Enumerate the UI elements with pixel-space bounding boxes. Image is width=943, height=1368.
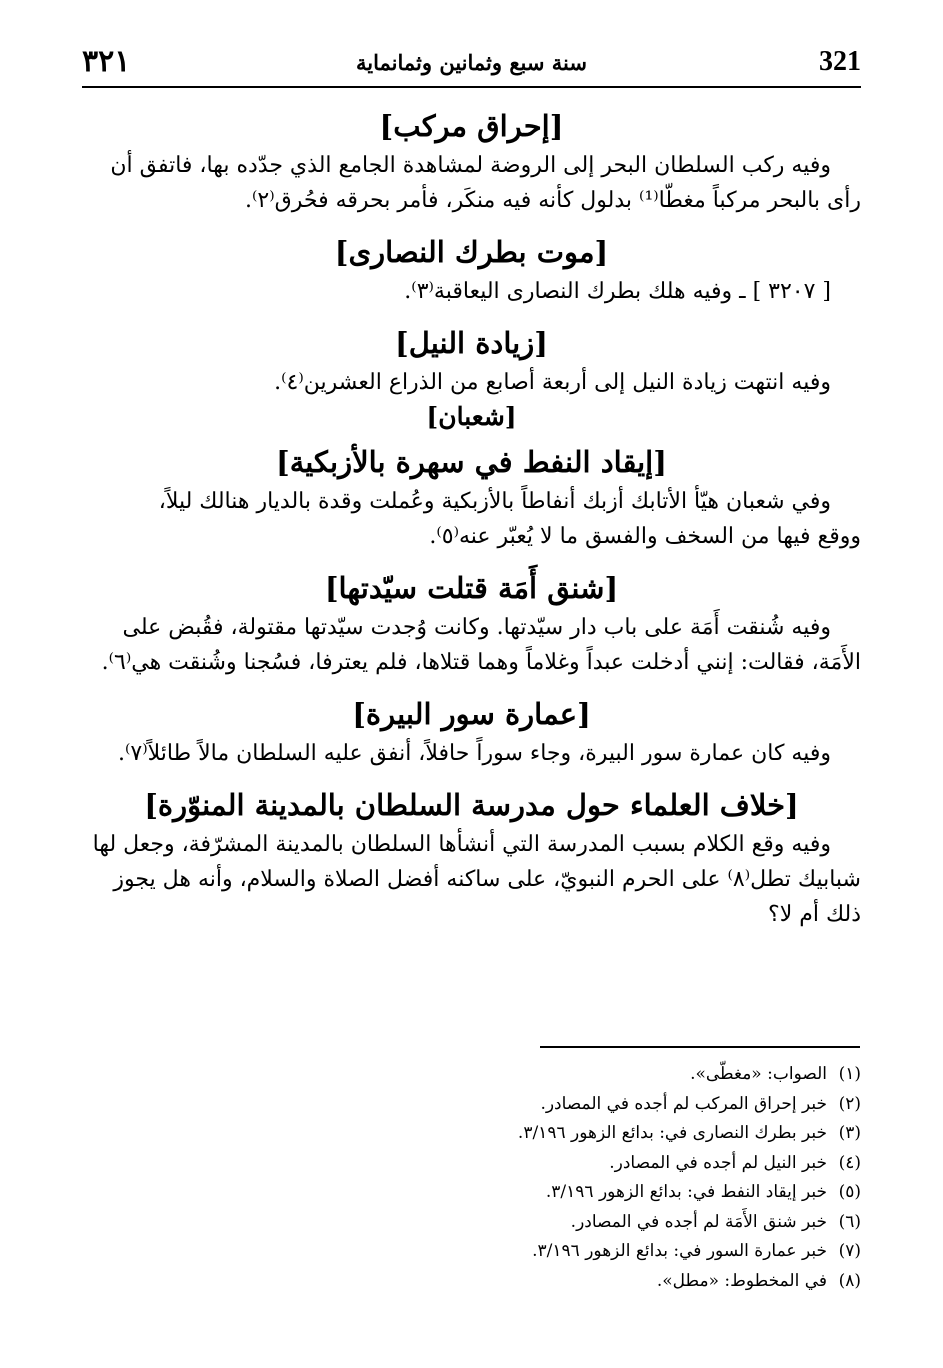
footnote-number: (٣) <box>838 1123 861 1143</box>
section-title-nile-increase: [زيادة النيل] <box>395 326 548 360</box>
footnotes <box>82 1060 861 1296</box>
section-title-scholars-dispute: [خلاف العلماء حول مدرسة السلطان بالمدينة المنوّرة] <box>144 788 799 822</box>
footnote-rule <box>540 1046 860 1048</box>
section-title-slave-hanging: [شنق أَمَة قتلت سيّدتها] <box>324 571 619 605</box>
footnote <box>82 1060 861 1090</box>
paragraph-line: وفيه ركب السلطان البحر إلى الروضة لمشاهدة الجامع الذي جدّده بها، فاتفق أن <box>110 153 831 178</box>
section-title-naphtha-lighting: [إيقاد النفط في سهرة بالأزبكية] <box>276 445 667 479</box>
paragraph-line: وفيه شُنقت أَمَة على باب دار سيّدتها. وكانت وُجدت سيّدتها مقتولة، فقُبض على <box>122 615 831 640</box>
paragraph-line: رأى بالبحر مركباً مغطّا⁽¹⁾ بدلول كأنه فيه منكَر، فأمر بحرقه فحُرق⁽٢⁾. <box>245 188 861 213</box>
running-title: سنة سبع وثمانين وثمانماية <box>356 50 587 75</box>
paragraph-line: الأَمَة، فقالت: إنني أدخلت عبداً وغلاماً وهما قتلاها، فلم يعترفا، فسُجنا وشُنقت هي⁽٦⁾. <box>101 650 861 675</box>
main-text <box>82 104 861 932</box>
paragraph-line: وفيه كان عمارة سور البيرة، وجاء سوراً حافلاً، أنفق عليه السلطان مالاً طائلاً⁽٧⁾. <box>118 741 831 766</box>
paragraph-line: ووقع فيها من السخف والفسق ما لا يُعبّر عنه⁽٥⁾. <box>429 524 861 549</box>
section-title-patriarch-death: [موت بطرك النصارى] <box>334 235 609 269</box>
footnote-number: (١) <box>838 1064 861 1084</box>
footnote-text: خبر بطرك النصارى في: بدائع الزهور ٣/١٩٦. <box>517 1123 827 1143</box>
footnote-number: (٥) <box>838 1182 861 1202</box>
header-rule <box>82 86 861 88</box>
footnote-text: خبر إحراق المركب لم أجده في المصادر. <box>540 1093 827 1114</box>
page-number-arabic: ٣٢١ <box>82 44 131 79</box>
footnote <box>82 1178 861 1208</box>
section-title-bira-wall: [عمارة سور البيرة] <box>352 697 591 731</box>
footnote-text: الصواب: «مغطّى». <box>690 1064 827 1084</box>
footnote <box>82 1149 861 1179</box>
footnote <box>82 1267 861 1297</box>
paragraph-line: وفيه انتهت زيادة النيل إلى أربعة أصابع من الذراع العشرين⁽٤⁾. <box>274 370 831 395</box>
paragraph-line: ذلك أم لا؟ <box>768 902 861 927</box>
footnote <box>82 1208 861 1238</box>
page-number-latin: 321 <box>819 46 861 77</box>
footnote <box>82 1090 861 1120</box>
footnote-text: خبر النيل لم أجده في المصادر. <box>609 1152 827 1173</box>
footnote-text: خبر عمارة السور في: بدائع الزهور ٣/١٩٦. <box>532 1241 827 1261</box>
footnote-text: خبر إيقاد النفط في: بدائع الزهور ٣/١٩٦. <box>545 1182 827 1202</box>
footnote-text: خبر شنق الأَمَة لم أجده في المصادر. <box>570 1211 827 1232</box>
paragraph-line: وفيه وقع الكلام بسبب المدرسة التي أنشأها السلطان بالمدينة المشرّفة، وجعل لها <box>92 832 831 857</box>
footnote-number: (٧) <box>838 1241 861 1261</box>
footnote <box>82 1119 861 1149</box>
footnote-number: (٨) <box>838 1270 861 1291</box>
section-title-ship-burning: [إحراق مركب] <box>379 109 564 143</box>
section-title-shaaban: [شعبان] <box>426 402 517 431</box>
running-header <box>82 40 861 84</box>
footnote-number: (٢) <box>838 1093 861 1114</box>
footnote-number: (٤) <box>838 1152 861 1173</box>
footnote-number: (٦) <box>838 1211 861 1232</box>
paragraph-line: [ ٣٢٠٧ ] ـ وفيه هلك بطرك النصارى اليعاقبة⁽٣⁾. <box>404 279 831 304</box>
paragraph-line: شبابيك تطل⁽٨⁾ على الحرم النبويّ، على ساكنه أفضل الصلاة والسلام، وأنه هل يجوز <box>113 867 861 892</box>
footnote <box>82 1237 861 1267</box>
paragraph-line: وفي شعبان هيّأ الأتابك أزبك أنفاطاً بالأزبكية وعُملت وقدة بالديار هنالك ليلاً، <box>158 489 831 514</box>
footnote-text: في المخطوط: «مطل». <box>656 1270 827 1291</box>
